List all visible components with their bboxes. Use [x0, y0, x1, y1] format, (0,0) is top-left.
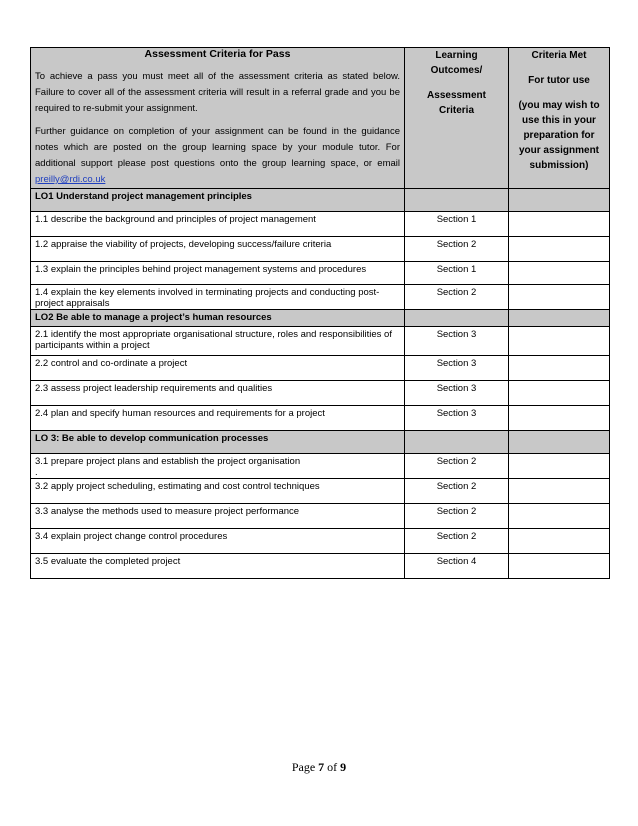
criteria-row [31, 327, 610, 356]
header-learning-outcomes-cell [405, 48, 509, 189]
header-col3-line1: Criteria Met [531, 50, 587, 61]
lo-title: LO1 Understand project management principles [31, 189, 405, 212]
criteria-met-cell[interactable] [509, 406, 610, 431]
criteria-row [31, 504, 610, 529]
header-criteria-met-cell [509, 48, 610, 189]
header-paragraph-2 [35, 124, 400, 188]
criteria-text: 3.3 analyse the methods used to measure project performance [31, 504, 405, 529]
criteria-section: Section 3 [405, 356, 509, 381]
criteria-met-cell[interactable] [509, 262, 610, 285]
header-row [31, 48, 610, 189]
header-paragraph-1: To achieve a pass you must meet all of the assessment criteria as stated below. Failure to cover all of the assessment criteria will result in a referral grade and you be required to re-submit your assignment. [35, 71, 400, 114]
criteria-row [31, 479, 610, 504]
criteria-text: 3.5 evaluate the completed project [31, 554, 405, 579]
criteria-met-cell[interactable] [509, 554, 610, 579]
lo-row [31, 431, 610, 454]
criteria-met-cell[interactable] [509, 454, 610, 479]
criteria-section: Section 1 [405, 262, 509, 285]
header-col3-gap-2 [513, 88, 605, 98]
header-col3-line2: For tutor use [528, 75, 590, 86]
page-footer [0, 760, 638, 775]
criteria-section: Section 2 [405, 529, 509, 554]
criteria-row [31, 406, 610, 431]
criteria-text: 1.3 explain the principles behind project management systems and procedures [31, 262, 405, 285]
criteria-met-cell[interactable] [509, 381, 610, 406]
page-total: 9 [340, 760, 347, 774]
lo-title: LO2 Be able to manage a project’s human resources [31, 310, 405, 327]
lo-empty-cell [405, 431, 509, 454]
criteria-section: Section 3 [405, 406, 509, 431]
criteria-section: Section 2 [405, 504, 509, 529]
header-title: Assessment Criteria for Pass [144, 48, 291, 60]
criteria-section: Section 3 [405, 381, 509, 406]
page-label: Page [291, 760, 316, 774]
criteria-row [31, 554, 610, 579]
criteria-met-cell[interactable] [509, 237, 610, 262]
lo-row [31, 310, 610, 327]
criteria-section: Section 4 [405, 554, 509, 579]
lo-empty-cell [405, 310, 509, 327]
header-col3-line3: (you may wish to use this in your preparation for your assignment submission) [518, 100, 600, 171]
criteria-text: 1.1 describe the background and principles of project management [31, 212, 405, 237]
header-description-cell [31, 48, 405, 189]
criteria-section: Section 3 [405, 327, 509, 356]
criteria-met-cell[interactable] [509, 327, 610, 356]
criteria-met-cell[interactable] [509, 479, 610, 504]
lo-empty-cell [509, 189, 610, 212]
header-col3-gap [513, 63, 605, 73]
criteria-met-cell[interactable] [509, 285, 610, 310]
criteria-row [31, 529, 610, 554]
assessment-criteria-table [30, 47, 610, 579]
lo-title: LO 3: Be able to develop communication processes [31, 431, 405, 454]
criteria-text-cell [31, 454, 405, 479]
criteria-row [31, 237, 610, 262]
criteria-section: Section 1 [405, 212, 509, 237]
lo-empty-cell [509, 310, 610, 327]
header-col2-line2: Outcomes/ [430, 65, 483, 76]
criteria-text: 2.4 plan and specify human resources and requirements for a project [31, 406, 405, 431]
criteria-met-cell[interactable] [509, 356, 610, 381]
criteria-row [31, 356, 610, 381]
header-col2-gap [409, 78, 504, 88]
criteria-met-cell[interactable] [509, 504, 610, 529]
criteria-text: 2.1 identify the most appropriate organisational structure, roles and responsibilities of participants within a project [31, 327, 405, 356]
criteria-row [31, 381, 610, 406]
of-label: of [327, 760, 338, 774]
criteria-section: Section 2 [405, 454, 509, 479]
criteria-row [31, 212, 610, 237]
criteria-text: 3.2 apply project scheduling, estimating and cost control techniques [31, 479, 405, 504]
lo-empty-cell [509, 431, 610, 454]
header-col2-line4: Criteria [438, 105, 474, 116]
header-col2-line1: Learning [435, 50, 478, 61]
criteria-text: 1.4 explain the key elements involved in terminating projects and conducting post-project appraisals [31, 285, 405, 310]
criteria-row [31, 285, 610, 310]
criteria-section: Section 2 [405, 479, 509, 504]
email-link[interactable]: preilly@rdi.co.uk [35, 174, 106, 185]
criteria-text: 1.2 appraise the viability of projects, developing success/failure criteria [31, 237, 405, 262]
criteria-row [31, 454, 610, 479]
criteria-text: 2.2 control and co-ordinate a project [31, 356, 405, 381]
criteria-text: 2.3 assess project leadership requirements and qualities [31, 381, 405, 406]
criteria-section: Section 2 [405, 285, 509, 310]
criteria-row [31, 262, 610, 285]
header-paragraph-2-text: Further guidance on completion of your assignment can be found in the guidance notes which are posted on the group learning space by your module tutor. For additional support please post questions onto the group learning space, or email [35, 126, 400, 169]
page-current: 7 [318, 760, 325, 774]
criteria-text: 3.1 prepare project plans and establish the project organisation [35, 456, 301, 467]
header-col2-line3: Assessment [427, 90, 486, 101]
criteria-met-cell[interactable] [509, 212, 610, 237]
criteria-text: 3.4 explain project change control procedures [31, 529, 405, 554]
lo-row [31, 189, 610, 212]
criteria-section: Section 2 [405, 237, 509, 262]
lo-empty-cell [405, 189, 509, 212]
criteria-text-extra: . [35, 467, 38, 478]
criteria-met-cell[interactable] [509, 529, 610, 554]
